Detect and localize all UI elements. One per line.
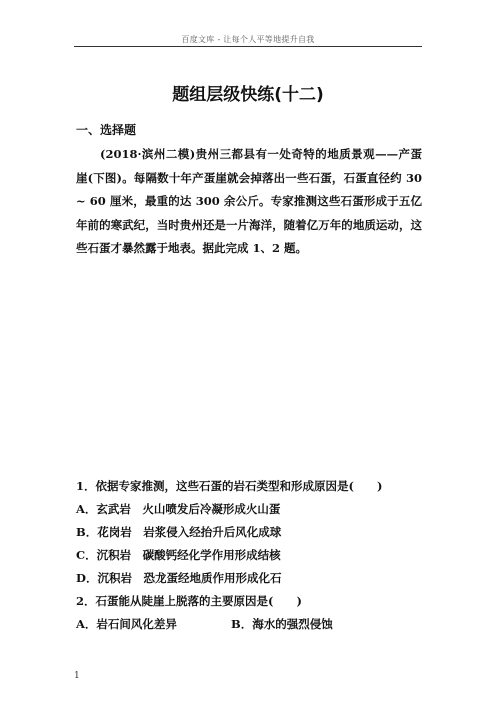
page-title: 题组层级快练(十二) — [172, 85, 324, 105]
page-number: 1 — [74, 671, 80, 681]
header-divider — [74, 46, 422, 47]
question-1-option-c: C．沉积岩 碳酸钙经化学作用形成结核 — [76, 548, 281, 562]
reading-passage: (2018·滨州二模)贵州三都县有一处奇特的地质景观——产蛋崖(下图)。每隔数十年产蛋崖就会掉落出一些石蛋，石蛋直径约 30 ~ 60 厘米，最重的达 300 余公斤。专家推测这些石蛋形成于五亿年前的寒武纪，当时贵州还是一片海洋，随着亿万年的地质运动，这些石蛋才暴然露于地表。据此完成 1、2 题。 — [76, 147, 422, 255]
question-2-options-row — [76, 616, 333, 632]
question-1-option-a: A．玄武岩 火山喷发后冷凝形成火山蛋 — [76, 502, 281, 516]
question-2-stem: 2．石蛋能从陡崖上脱落的主要原因是( ) — [76, 594, 302, 608]
page-header: 百度文库 - 让每个人平等地提升自我 — [181, 35, 315, 44]
question-2-option-a: A．岩石间风化差异 — [76, 617, 177, 631]
figure-placeholder — [76, 280, 422, 460]
question-1-option-d: D．沉积岩 恐龙蛋经地质作用形成化石 — [76, 571, 282, 585]
section-heading: 一、选择题 — [76, 123, 137, 137]
question-2-option-b: B．海水的强烈侵蚀 — [231, 617, 333, 631]
question-1-option-b: B．花岗岩 岩浆侵入经抬升后风化成球 — [76, 525, 282, 539]
question-1-stem: 1．依据专家推测，这些石蛋的岩石类型和形成原因是( ) — [76, 479, 383, 493]
